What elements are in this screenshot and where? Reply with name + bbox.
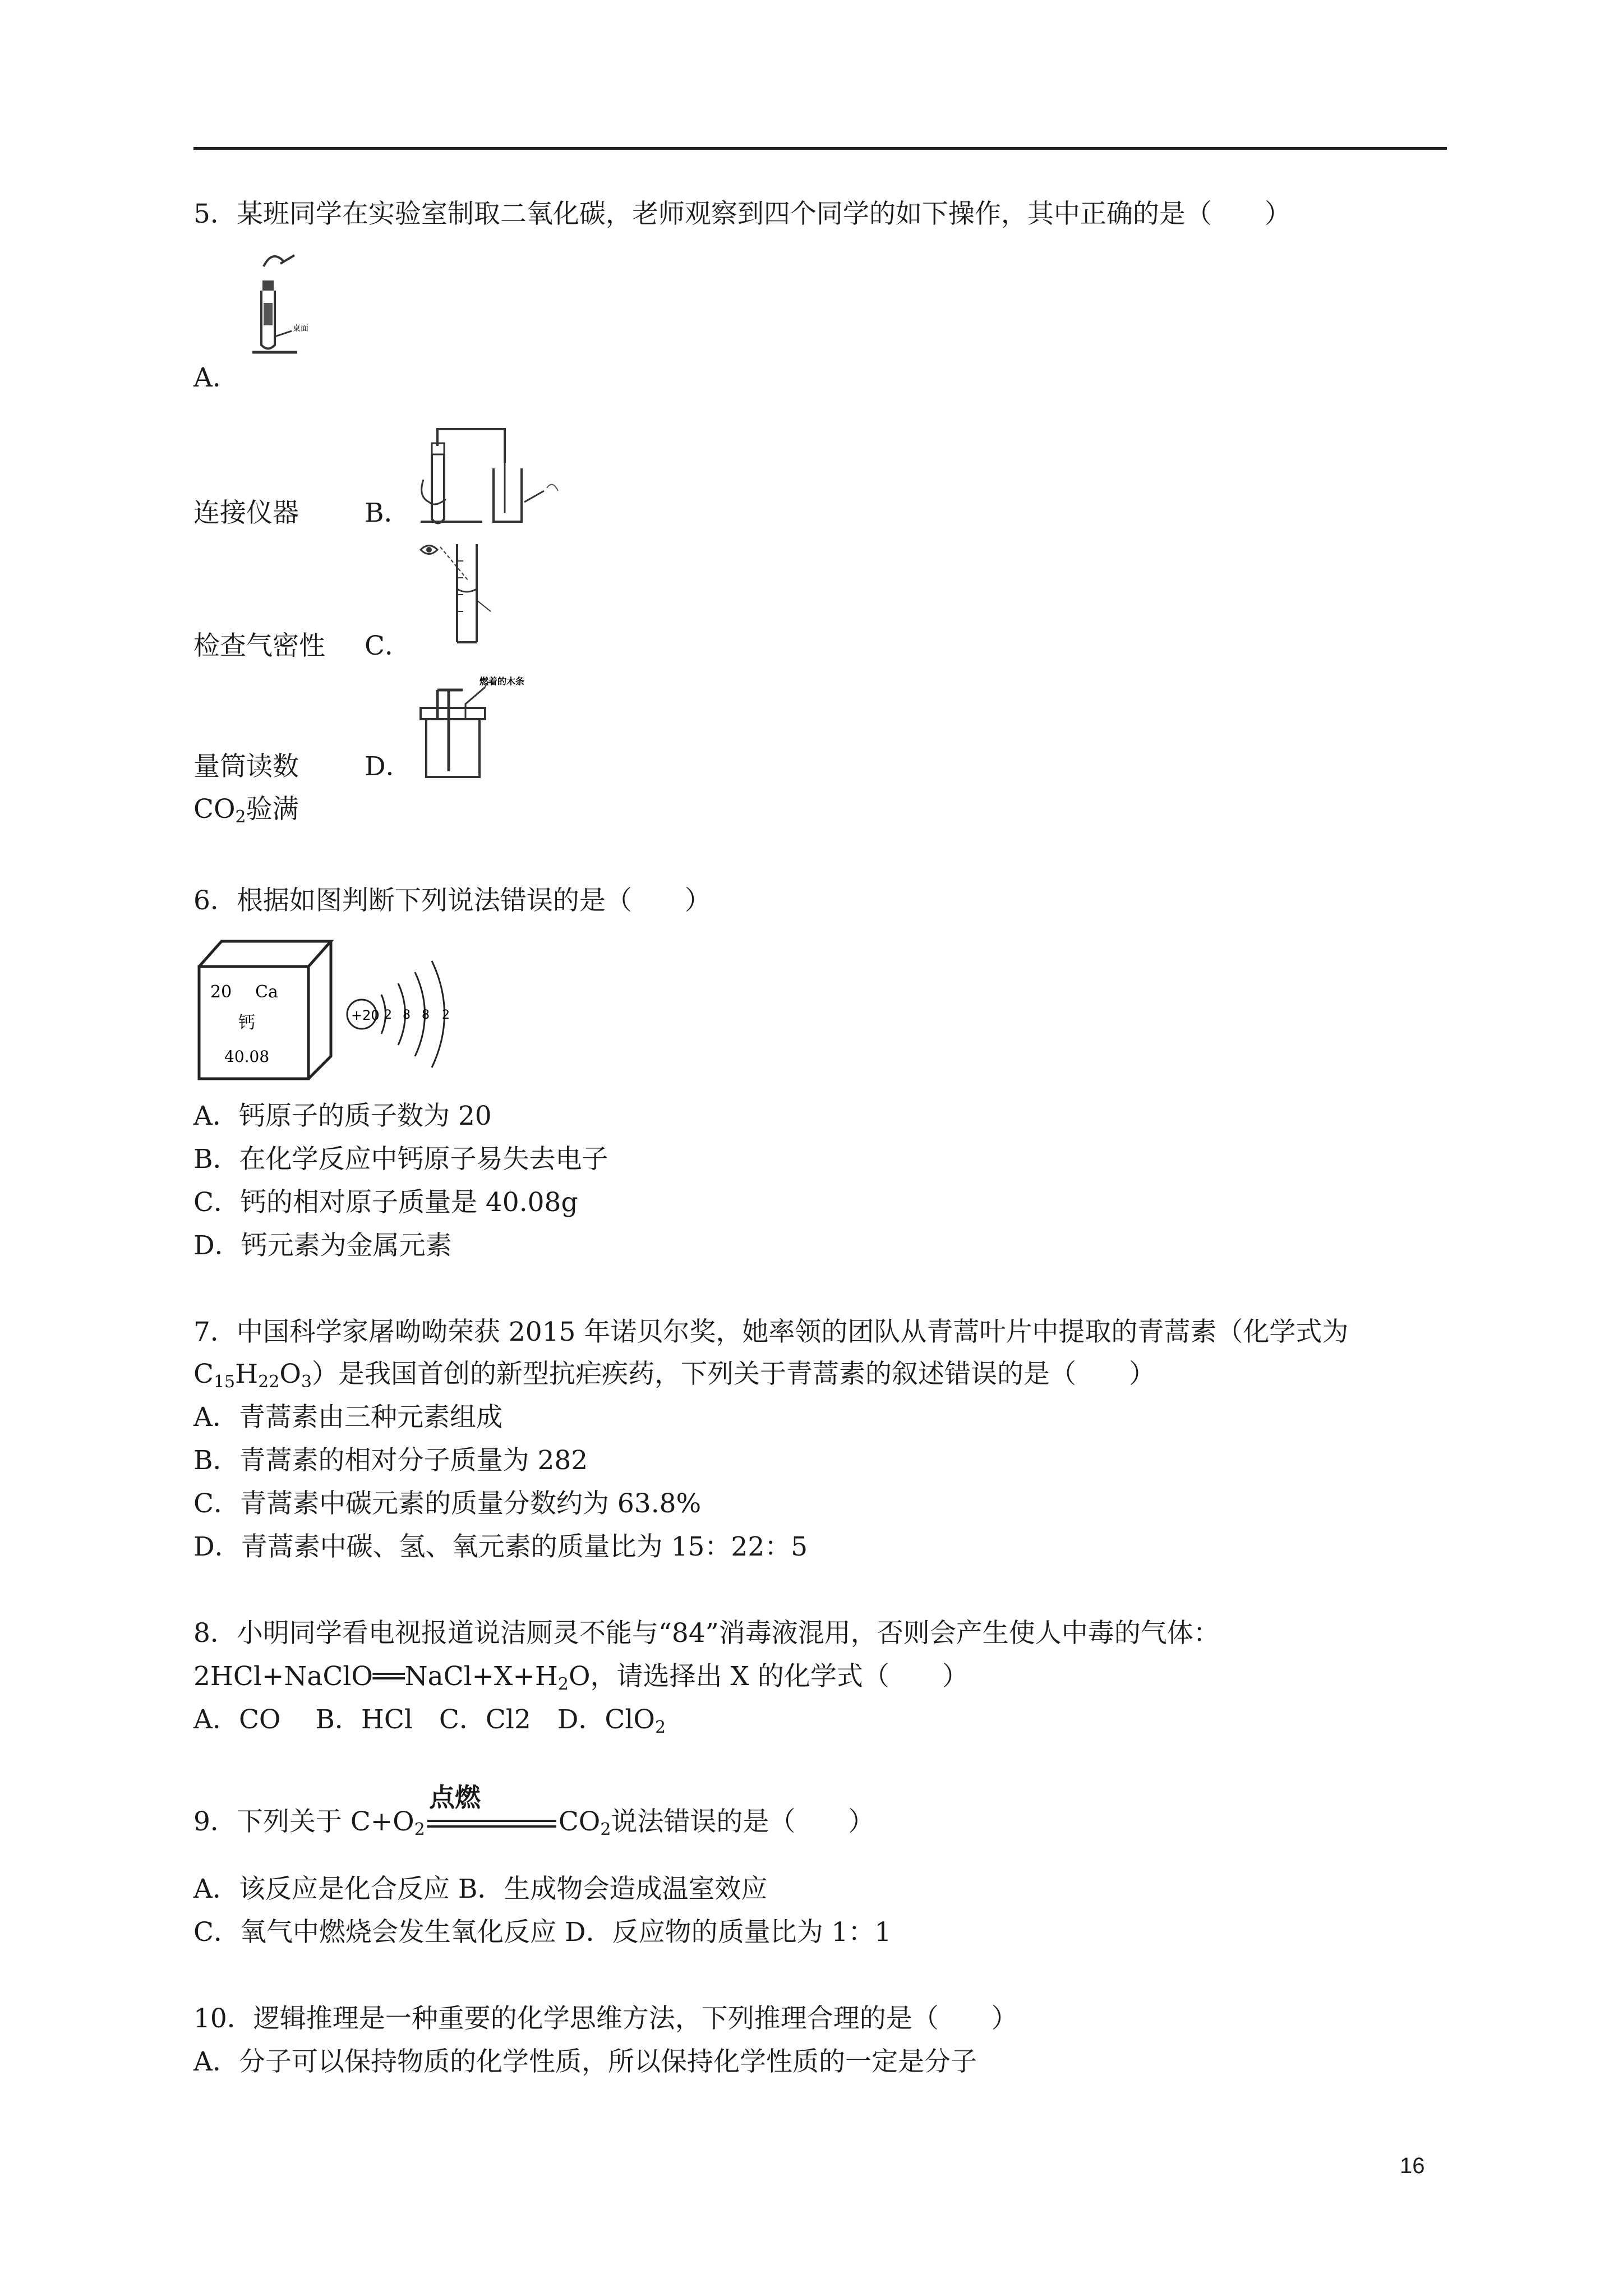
page-number: 16: [1400, 2154, 1425, 2178]
q5-caption-d-subscript: 2: [235, 807, 246, 827]
q6-option-d: D．钙元素为金属元素: [193, 1230, 452, 1261]
q7-option-c: C．青蒿素中碳元素的质量分数约为 63.8%: [193, 1488, 702, 1519]
q5-stem: 5．某班同学在实验室制取二氧化碳，老师观察到四个同学的如下操作，其中正确的是（ ）: [193, 199, 1291, 229]
q7-stem-line-1: 7．中国科学家屠呦呦荣获 2015 年诺贝尔奖，她率领的团队从青蒿叶片中提取的青蒿素（化学式为: [193, 1317, 1349, 1347]
shell-2-electrons: 8: [403, 1008, 411, 1022]
q5-caption-c: 量筒读数: [193, 751, 299, 782]
q7-option-d: D．青蒿素中碳、氢、氧元素的质量比为 15：22：5: [193, 1531, 808, 1562]
q9-o-sub: 2: [414, 1820, 425, 1839]
formula-c: C: [193, 1359, 214, 1389]
q5-figure-d-co2-full-test: [415, 673, 538, 783]
q6-option-b: B．在化学反应中钙原子易失去电子: [193, 1144, 608, 1175]
q5-caption-a: 连接仪器: [193, 498, 299, 528]
q9-stem-post: 说法错误的是（ ）: [611, 1806, 875, 1837]
q6-option-c: C．钙的相对原子质量是 40.08g: [193, 1187, 578, 1218]
q8-stem: 8．小明同学看电视报道说洁厕灵不能与“84”消毒液混用，否则会产生使人中毒的气体：: [193, 1618, 1220, 1649]
q6-figure-calcium: [193, 936, 485, 1087]
q5-figure-d-label: 燃着的木条: [479, 676, 525, 687]
q5-option-d-label: D．: [365, 751, 412, 782]
q5-caption-d: [193, 793, 299, 826]
q7-option-b: B．青蒿素的相对分子质量为 282: [193, 1445, 588, 1476]
periodic-table-cell: [199, 941, 331, 1079]
svg-text:桌面: 桌面: [293, 324, 308, 333]
q8-options-main: A．CO B．HCl C．Cl2 D．ClO: [193, 1704, 655, 1735]
q9-equals-sign: [427, 1820, 556, 1828]
q8-equation-tail: O，请选择出 X 的化学式（ ）: [568, 1661, 969, 1692]
shell-3-electrons: 8: [422, 1008, 430, 1022]
q8-options: [193, 1703, 666, 1737]
q5-caption-b: 检查气密性: [193, 631, 325, 661]
element-mass: 40.08: [224, 1047, 270, 1066]
q10-option-a: A．分子可以保持物质的化学性质，所以保持化学性质的一定是分子: [193, 2046, 977, 2077]
q5-caption-d-co: CO: [193, 794, 236, 825]
q5-figure-b-airtightness-check: [415, 418, 566, 530]
shell-1-electrons: 2: [384, 1008, 392, 1022]
q9-co: CO: [558, 1806, 601, 1837]
q7-stem-tail: ）是我国首创的新型抗疟疾药，下列关于青蒿素的叙述错误的是（ ）: [311, 1359, 1155, 1389]
nucleus-charge: +20: [351, 1007, 380, 1023]
q5-caption-d-tail: 验满: [246, 794, 299, 825]
q5-figure-a-connect-apparatus: [241, 247, 320, 359]
q7-stem-line-2: [193, 1358, 1155, 1391]
q6-option-a: A．钙原子的质子数为 20: [193, 1101, 492, 1131]
formula-h-sub: 22: [258, 1372, 280, 1392]
q7-option-a: A．青蒿素由三种元素组成: [193, 1402, 502, 1433]
formula-o: O: [279, 1359, 301, 1389]
formula-c-sub: 15: [213, 1372, 236, 1392]
q8-equation: [193, 1660, 969, 1694]
q5-option-a-label: A．: [193, 362, 239, 393]
atomic-structure-diagram: [347, 961, 450, 1068]
q8-equation-sub: 2: [557, 1674, 569, 1694]
header-rule: [193, 147, 1447, 150]
q9-options-row-1: A．该反应是化合反应 B．生成物会造成温室效应: [193, 1874, 768, 1904]
q9-stem: [193, 1805, 874, 1839]
q9-options-row-2: C．氧气中燃烧会发生氧化反应 D．反应物的质量比为 1：1: [193, 1917, 892, 1948]
element-symbol: Ca: [255, 982, 278, 1002]
q5-figure-c-cylinder-reading: [415, 539, 499, 651]
q6-stem: 6．根据如图判断下列说法错误的是（ ）: [193, 885, 711, 916]
q10-stem: 10．逻辑推理是一种重要的化学思维方法，下列推理合理的是（ ）: [193, 2003, 1018, 2034]
q8-equation-main: 2HCl+NaClO══NaCl+X+H: [193, 1661, 558, 1692]
q9-co-sub: 2: [600, 1820, 611, 1839]
formula-h: H: [235, 1359, 259, 1389]
element-name: 钙: [238, 1013, 255, 1033]
element-atomic-number: 20: [210, 982, 232, 1002]
shell-4-electrons: 2: [442, 1008, 450, 1022]
q5-option-c-label: C．: [365, 631, 411, 661]
formula-o-sub: 3: [301, 1372, 312, 1392]
q9-stem-pre: 9．下列关于 C+O: [193, 1806, 414, 1837]
q5-option-b-label: B．: [365, 498, 411, 528]
q9-reaction-condition: 点燃: [429, 1782, 481, 1812]
q8-options-sub: 2: [654, 1718, 666, 1737]
